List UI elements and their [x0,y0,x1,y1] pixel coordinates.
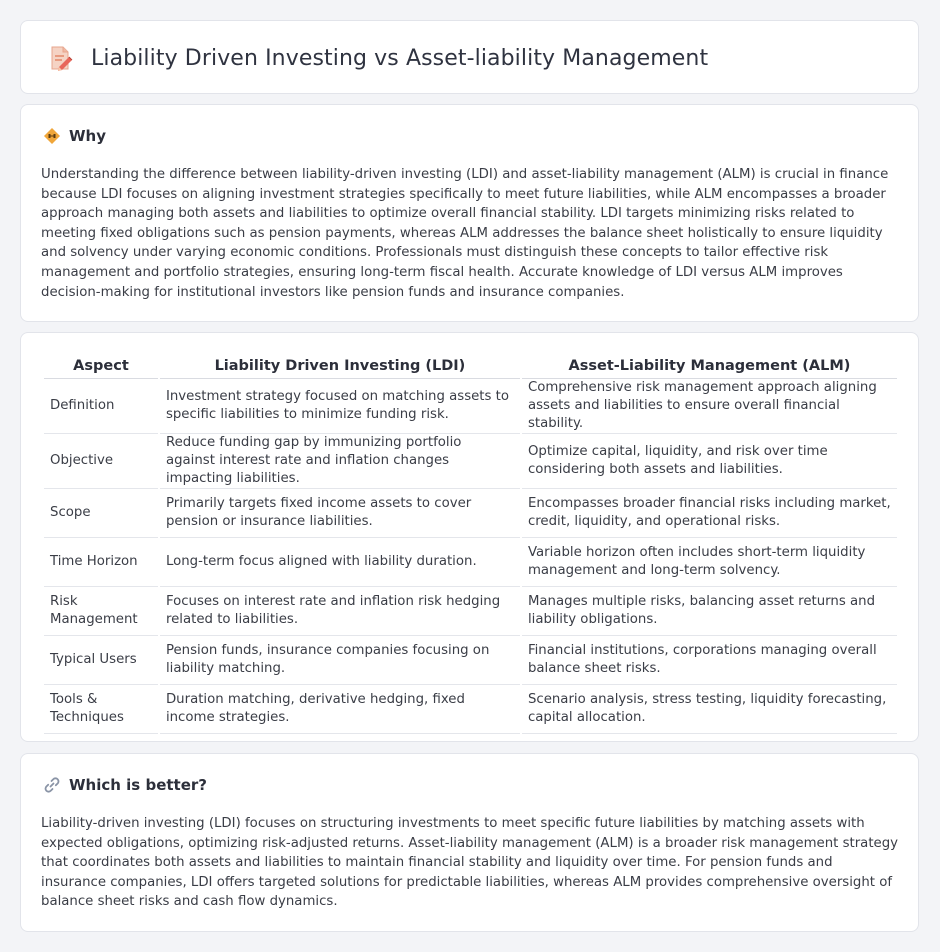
row-ldi: Pension funds, insurance companies focusing on liability matching. [160,636,520,685]
row-ldi: Focuses on interest rate and inflation risk hedging related to liabilities. [160,587,520,636]
better-title: Which is better? [69,776,207,794]
row-aspect: Objective [44,434,158,489]
row-ldi: Duration matching, derivative hedging, fixed income strategies. [160,685,520,734]
row-aspect: Time Horizon [44,538,158,587]
row-aspect: Risk Management [44,587,158,636]
header-alm: Asset-Liability Management (ALM) [522,354,897,379]
table-row [44,434,897,489]
document-edit-icon [45,43,75,73]
row-alm: Variable horizon often includes short-term liquidity management and long-term solvency. [522,538,897,587]
table-row [44,685,897,734]
row-aspect: Typical Users [44,636,158,685]
header-ldi: Liability Driven Investing (LDI) [160,354,520,379]
row-aspect: Tools & Techniques [44,685,158,734]
row-aspect: Scope [44,489,158,538]
row-ldi: Investment strategy focused on matching assets to specific liabilities to minimize funding risk. [160,379,520,434]
row-alm: Encompasses broader financial risks including market, credit, liquidity, and operational risks. [522,489,897,538]
table-header-row [44,354,897,379]
why-card [20,104,919,322]
row-ldi: Primarily targets fixed income assets to cover pension or insurance liabilities. [160,489,520,538]
comparison-card [20,332,919,742]
table-row [44,489,897,538]
row-alm: Optimize capital, liquidity, and risk over time considering both assets and liabilities. [522,434,897,489]
title-row [45,43,708,73]
comparison-table [42,354,899,734]
why-title: Why [69,127,107,145]
table-row [44,587,897,636]
warning-sign-icon [43,127,61,145]
why-text: Understanding the difference between liability-driven investing (LDI) and asset-liability management (ALM) is crucial in finance because LDI focuses on aligning investment strategies specifically to meet future liabilities, while ALM encompasses a broader approach managing both assets and liabilities to optimize overall financial stability. LDI targets minimizing risks related to meeting fixed obligations such as pension payments, whereas ALM addresses the balance sheet holistically to ensure liquidity and solvency under varying economic conditions. Professionals must distinguish these concepts to tailor effective risk management and portfolio strategies, ensuring long-term fiscal health. Accurate knowledge of LDI versus ALM improves decision-making for institutional investors like pension funds and insurance companies. [41,167,889,300]
better-text: Liability-driven investing (LDI) focuses on structuring investments to meet specific future liabilities by matching assets with expected obligations, optimizing risk-adjusted returns. Asset-liability management (ALM) is a broader risk management strategy that coordinates both assets and liabilities to maintain financial stability and liquidity over time. For pension funds and insurance companies, LDI offers targeted solutions for predictable liabilities, whereas ALM provides comprehensive oversight of balance sheet risks and cash flow dynamics. [41,816,899,910]
row-alm: Financial institutions, corporations managing overall balance sheet risks. [522,636,897,685]
better-card [20,753,919,932]
row-aspect: Definition [44,379,158,434]
title-card [20,20,919,94]
why-header [43,127,106,145]
table-row [44,379,897,434]
row-ldi: Long-term focus aligned with liability duration. [160,538,520,587]
table-row [44,538,897,587]
row-alm: Manages multiple risks, balancing asset returns and liability obligations. [522,587,897,636]
header-aspect: Aspect [44,354,158,379]
better-header [43,776,207,794]
page-title: Liability Driven Investing vs Asset-liability Management [91,45,709,71]
row-alm: Comprehensive risk management approach aligning assets and liabilities to ensure overall financial stability. [522,379,897,434]
row-ldi: Reduce funding gap by immunizing portfolio against interest rate and inflation changes impacting liabilities. [160,434,520,489]
table-row [44,636,897,685]
row-alm: Scenario analysis, stress testing, liquidity forecasting, capital allocation. [522,685,897,734]
link-icon [43,776,61,794]
